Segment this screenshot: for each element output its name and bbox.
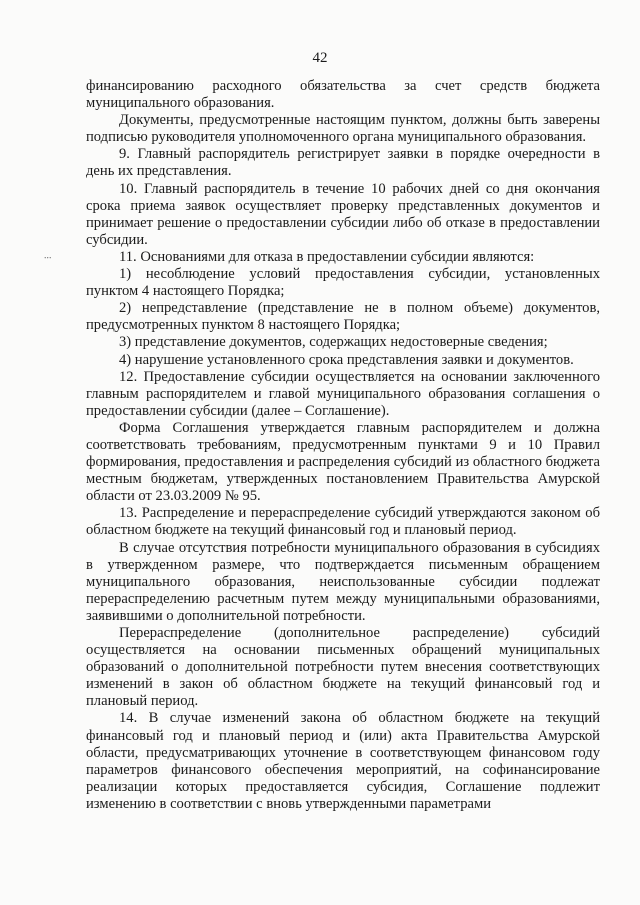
- paragraph-item-10: 10. Главный распорядитель в течение 10 рабочих дней со дня окончания срока приема заявок осуществляет проверку представленных документов и принимает решение о предоставлении субсидии либо об отказе в предоставлении субсидии.: [86, 180, 600, 248]
- paragraph-redistribution: Перераспределение (дополнительное распределение) субсидий осуществляется на основании письменных обращений муниципальных образований о дополнительной потребности путем внесения соответствующих изменений в закон об областном бюджете на текущий финансовый год и плановый период.: [86, 625, 600, 710]
- paragraph-item-11-2: 2) непредставление (представление не в полном объеме) документов, предусмотренных пунктом 8 настоящего Порядка;: [86, 300, 600, 334]
- paragraph-item-9: 9. Главный распорядитель регистрирует заявки в порядке очередности в день их представления.: [86, 146, 600, 180]
- paragraph-item-11-4: 4) нарушение установленного срока представления заявки и документов.: [119, 351, 574, 368]
- paragraph-documents-certification: Документы, предусмотренные настоящим пунктом, должны быть заверены подписью руководителя уполномоченного органа муниципального образования.: [86, 112, 600, 146]
- paragraph-item-13: 13. Распределение и перераспределение субсидий утверждаются законом об областном бюджете на текущий финансовый год и плановый период.: [86, 505, 600, 539]
- paragraph-item-12: 12. Предоставление субсидии осуществляется на основании заключенного главным распорядителем и главой муниципального образования соглашения о предоставлении субсидии (далее – Соглашение).: [86, 368, 600, 419]
- document-body: [86, 78, 600, 813]
- paragraph-agreement-form: Форма Соглашения утверждается главным распорядителем и должна соответствовать требованиям, предусмотренным пунктами 9 и 10 Правил формирования, предоставления и распределения субсидий из областного бюджета местным бюджетам, утвержденных постановлением Правительства Амурской области от 23.03.2009 № 95.: [86, 419, 600, 505]
- paragraph-item-11-3: 3) представление документов, содержащих недостоверные сведения;: [119, 334, 548, 351]
- stray-mark: ∙∙∙: [44, 253, 52, 264]
- paragraph-item-11: 11. Основаниями для отказа в предоставлении субсидии являются:: [119, 248, 535, 265]
- paragraph-item-14: 14. В случае изменений закона об областном бюджете на текущий финансовый год и плановый период и (или) акта Правительства Амурской области, предусматривающих уточнение в соответствующем финансовом году параметров финансового обеспечения мероприятий, на софинансирование реализации которых предоставляется субсидия, Соглашение подлежит изменению в соответствии с вновь утвержденными параметрами: [86, 710, 600, 812]
- page-number: 42: [312, 50, 328, 66]
- paragraph-continuation: финансированию расходного обязательства за счет средств бюджета муниципального образования.: [86, 78, 600, 112]
- paragraph-no-demand: В случае отсутствия потребности муниципального образования в субсидиях в утвержденном размере, что подтверждается письменным обращением муниципального образования, неиспользованные субсидии подлежат перераспределению расчетным путем между муниципальными образованиями, заявившими о дополнительной потребности.: [86, 539, 600, 624]
- paragraph-item-11-1: 1) несоблюдение условий предоставления субсидии, установленных пунктом 4 настоящего Порядка;: [86, 266, 600, 300]
